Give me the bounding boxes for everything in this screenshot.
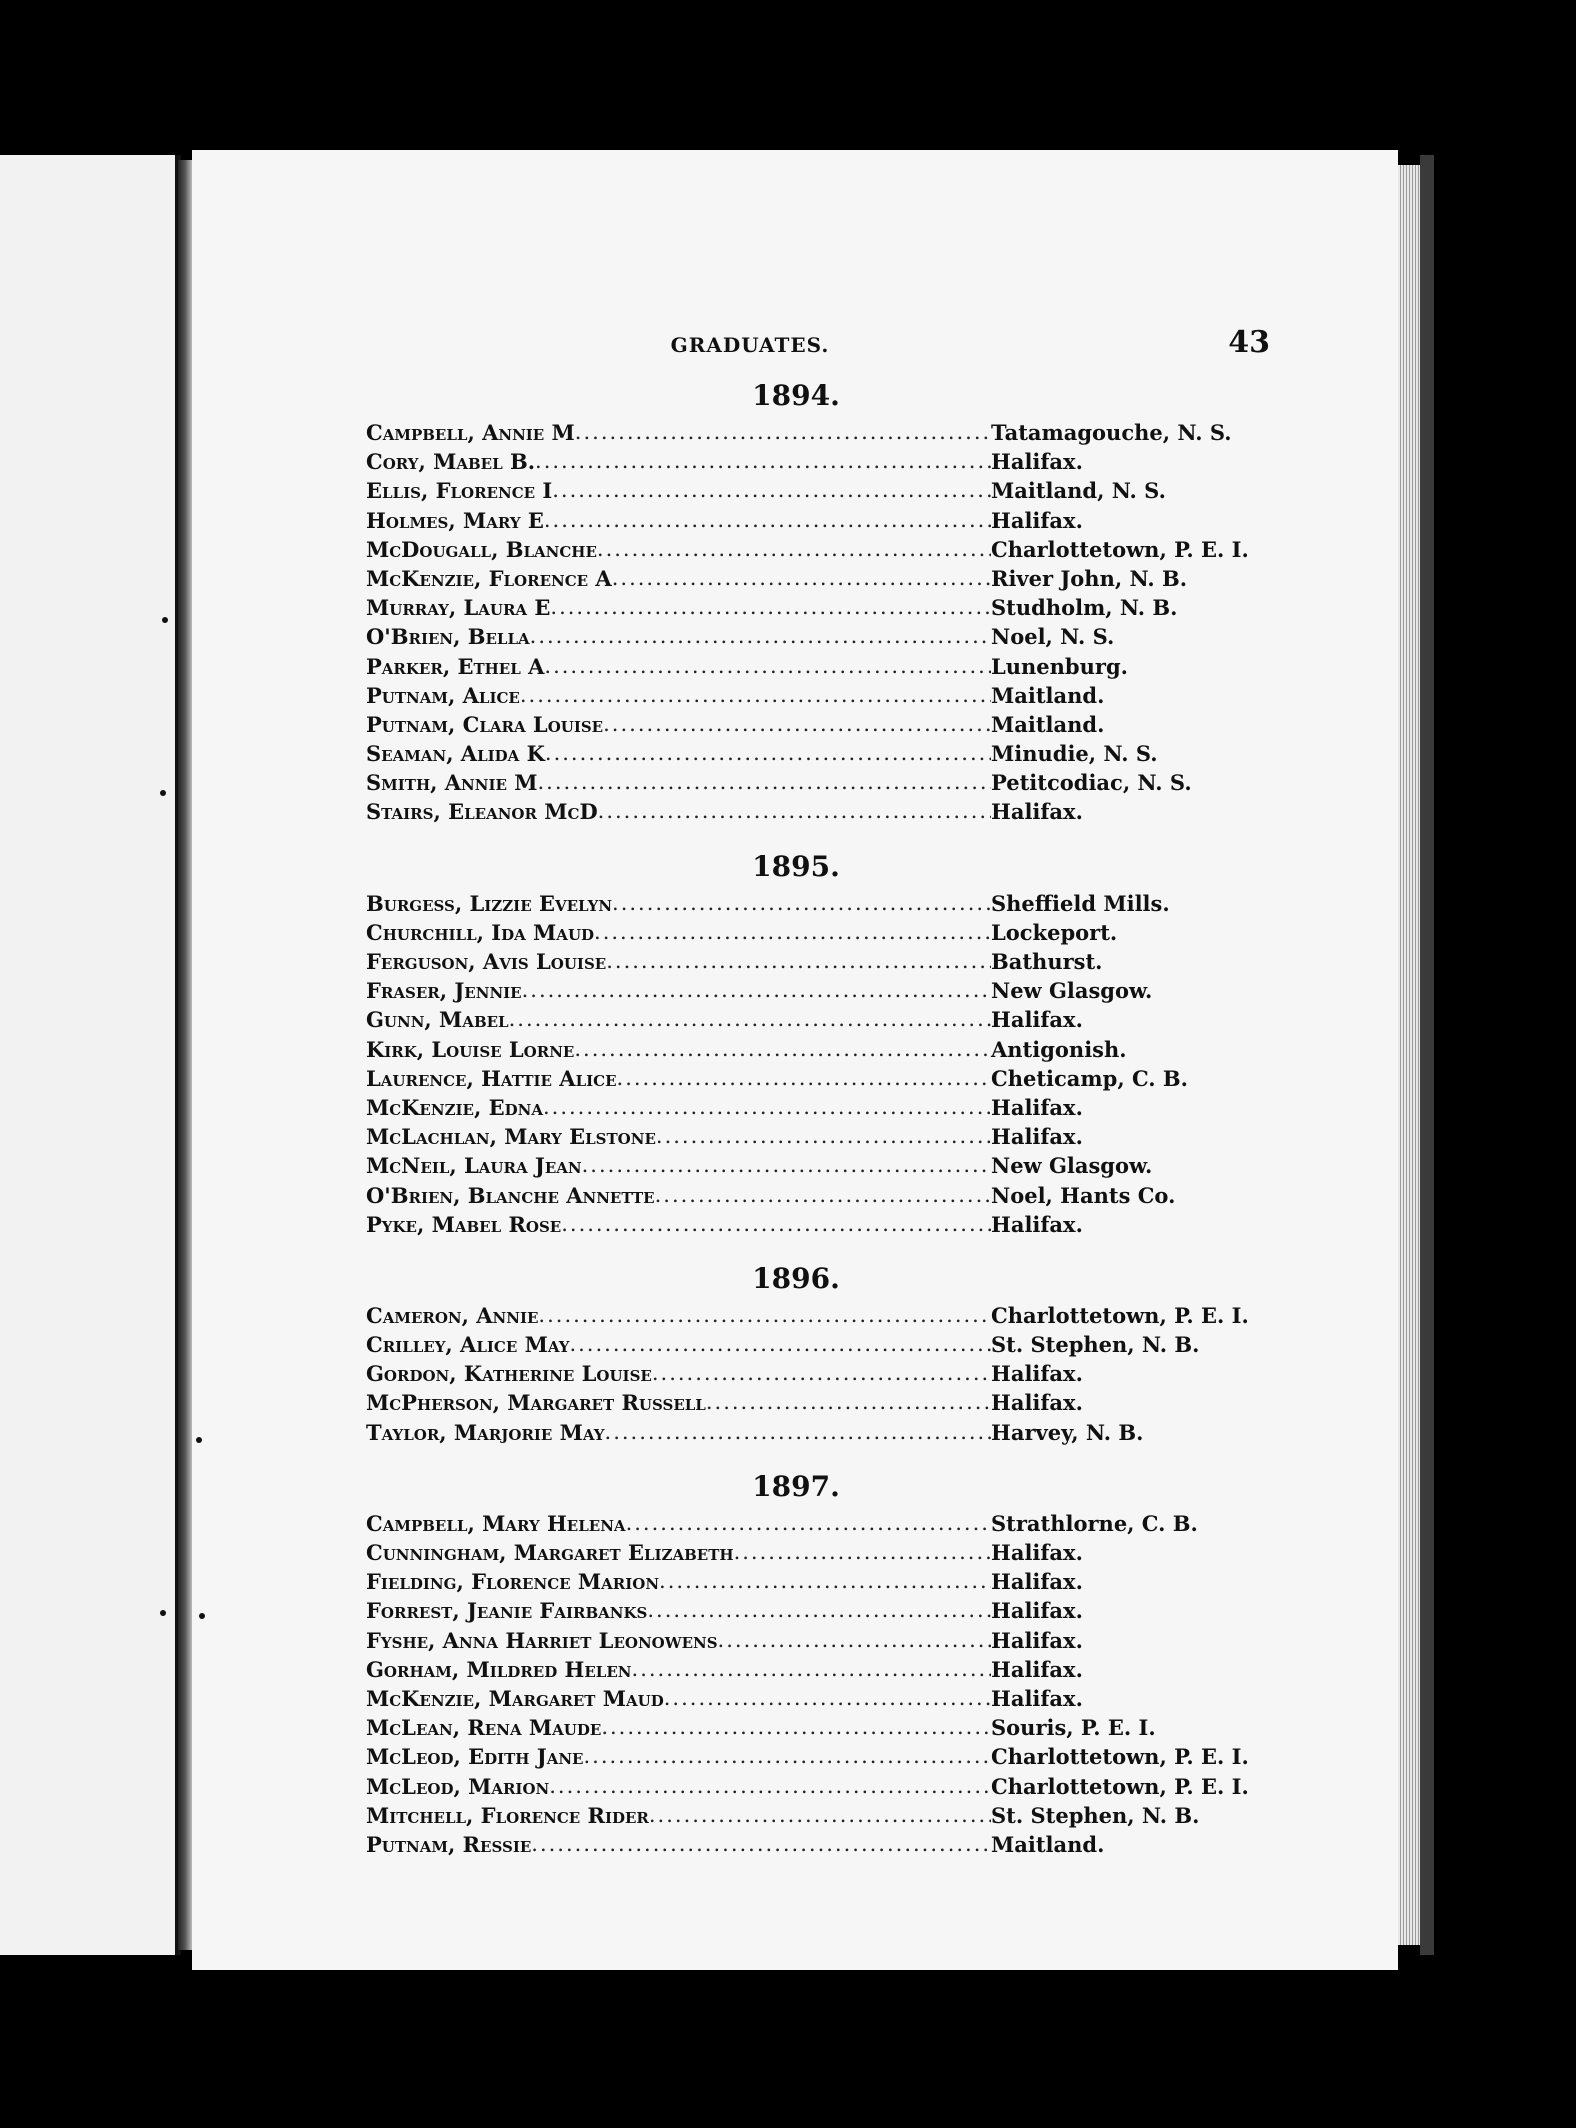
graduate-entry	[366, 1772, 1266, 1801]
graduate-name: O'Brien, Bella	[366, 624, 530, 650]
graduate-place: Charlottetown, P. E. I.	[991, 1773, 1249, 1799]
graduate-name: McLachlan, Mary Elstone	[366, 1124, 656, 1150]
dot-leader	[549, 1772, 991, 1801]
graduate-place: Halifax.	[991, 1656, 1083, 1682]
graduate-name: Stairs, Eleanor McD	[366, 799, 598, 825]
graduate-name: Holmes, Mary E	[366, 507, 544, 533]
graduate-name: McLean, Rena Maude	[366, 1715, 602, 1741]
graduate-entry	[366, 418, 1266, 447]
dot-leader	[535, 447, 991, 476]
graduate-place: Halifax.	[991, 449, 1083, 475]
graduate-entry	[366, 593, 1266, 622]
graduate-entry	[366, 447, 1266, 476]
dot-leader	[550, 593, 991, 622]
graduate-place: Bathurst.	[991, 949, 1103, 974]
graduate-name: McPherson, Margaret Russell	[366, 1390, 706, 1416]
graduate-place: Halifax.	[991, 1211, 1083, 1237]
dot-leader	[530, 622, 991, 651]
graduate-place: Halifax.	[991, 1361, 1083, 1387]
graduate-entry	[366, 1181, 1266, 1210]
dot-leader	[574, 1035, 991, 1064]
ink-speck	[196, 1437, 202, 1443]
graduate-place: Maitland.	[991, 682, 1105, 708]
graduate-name: Burgess, Lizzie Evelyn	[366, 890, 613, 916]
ink-speck	[160, 1610, 166, 1616]
graduate-name: Fielding, Florence Marion	[366, 1569, 660, 1595]
dot-leader	[605, 1418, 991, 1447]
dot-leader	[583, 1742, 991, 1771]
dot-leader	[538, 1301, 991, 1330]
graduate-name: McLeod, Marion	[366, 1773, 550, 1799]
graduate-entry	[366, 1684, 1266, 1713]
graduate-place: Maitland.	[991, 711, 1105, 737]
graduate-entry	[366, 947, 1266, 976]
graduate-name: Gunn, Mabel	[366, 1007, 509, 1033]
graduate-entry	[366, 1713, 1266, 1742]
graduate-entry	[366, 1210, 1266, 1239]
graduate-entry	[366, 1567, 1266, 1596]
graduate-entry	[366, 1801, 1266, 1830]
graduate-place: Studholm, N. B.	[991, 595, 1178, 621]
graduate-place: Souris, P. E. I.	[991, 1715, 1156, 1741]
graduate-name: Cunningham, Margaret Elizabeth	[366, 1540, 734, 1565]
graduate-entry	[366, 1538, 1266, 1567]
graduate-name: McDougall, Blanche	[366, 536, 597, 562]
graduate-entry	[366, 1830, 1266, 1859]
ink-speck	[160, 790, 166, 796]
year-section	[366, 1469, 1266, 1859]
graduate-place: Tatamagouche, N. S.	[991, 420, 1232, 445]
graduate-name: Gordon, Katherine Louise	[366, 1361, 652, 1387]
graduate-name: Campbell, Mary Helena	[366, 1510, 626, 1536]
dot-leader	[655, 1181, 991, 1210]
graduate-name: Gorham, Mildred Helen	[366, 1656, 632, 1682]
graduate-place: Noel, N. S.	[991, 624, 1115, 650]
graduate-place: Harvey, N. B.	[991, 1419, 1144, 1445]
graduate-place: Halifax.	[991, 1094, 1083, 1120]
graduates-list	[366, 378, 1266, 1881]
year-section	[366, 849, 1266, 1239]
graduate-name: Putnam, Alice	[366, 682, 520, 708]
graduate-entry	[366, 1035, 1266, 1064]
dot-leader	[569, 1330, 991, 1359]
graduate-name: Mitchell, Florence Rider	[366, 1802, 649, 1828]
graduate-place: Antigonish.	[991, 1036, 1127, 1062]
graduate-name: McKenzie, Edna	[366, 1094, 543, 1120]
graduate-entry	[366, 564, 1266, 593]
book-gutter	[178, 160, 192, 1950]
graduate-entry	[366, 1301, 1266, 1330]
graduate-name: Campbell, Annie M	[366, 420, 575, 445]
dot-leader	[537, 768, 991, 797]
dot-leader	[612, 564, 991, 593]
dot-leader	[656, 1122, 991, 1151]
dot-leader	[544, 652, 991, 681]
graduate-name: McKenzie, Margaret Maud	[366, 1685, 664, 1711]
graduate-entry	[366, 622, 1266, 651]
graduate-entry	[366, 1151, 1266, 1180]
graduate-name: McNeil, Laura Jean	[366, 1153, 582, 1179]
graduate-entry	[366, 1742, 1266, 1771]
graduate-place: Halifax.	[991, 799, 1083, 825]
graduate-entry	[366, 889, 1266, 918]
graduate-name: Putnam, Ressie	[366, 1831, 532, 1857]
graduate-entry	[366, 710, 1266, 739]
graduate-place: Petitcodiac, N. S.	[991, 770, 1192, 796]
graduate-place: Lockeport.	[991, 919, 1118, 945]
dot-leader	[543, 1093, 991, 1122]
graduate-name: Taylor, Marjorie May	[366, 1419, 605, 1445]
graduate-entry	[366, 768, 1266, 797]
dot-leader	[594, 918, 991, 947]
dot-leader	[612, 889, 991, 918]
dot-leader	[522, 976, 991, 1005]
graduate-place: Minudie, N. S.	[991, 741, 1158, 767]
dot-leader	[552, 476, 991, 505]
graduate-name: Ellis, Florence I	[366, 478, 553, 504]
graduate-name: Pyke, Mabel Rose	[366, 1211, 562, 1237]
dot-leader	[509, 1005, 991, 1034]
year-heading: 1896.	[752, 1261, 840, 1295]
graduate-place: Halifax.	[991, 1390, 1083, 1416]
dot-leader	[598, 797, 991, 826]
graduate-entry	[366, 1418, 1266, 1447]
graduate-place: Halifax.	[991, 1569, 1083, 1595]
graduate-place: Charlottetown, P. E. I.	[991, 536, 1249, 562]
graduate-place: Noel, Hants Co.	[991, 1182, 1176, 1208]
running-head-title: GRADUATES.	[670, 333, 830, 357]
graduate-name: Putnam, Clara Louise	[366, 711, 604, 737]
year-heading: 1895.	[752, 849, 840, 883]
graduate-entry	[366, 976, 1266, 1005]
graduate-entry	[366, 506, 1266, 535]
dot-leader	[649, 1801, 991, 1830]
graduate-place: New Glasgow.	[991, 1153, 1153, 1179]
graduate-place: New Glasgow.	[991, 978, 1153, 1004]
graduate-entry	[366, 1596, 1266, 1625]
graduate-name: McKenzie, Florence A	[366, 565, 612, 591]
graduate-entry	[366, 681, 1266, 710]
page-edges	[1398, 165, 1420, 1945]
dot-leader	[659, 1567, 991, 1596]
graduate-place: Halifax.	[991, 1685, 1083, 1711]
graduate-entry	[366, 1359, 1266, 1388]
graduate-name: Cory, Mabel B.	[366, 449, 536, 475]
graduate-name: Churchill, Ida Maud	[366, 919, 595, 945]
graduate-entry	[366, 1064, 1266, 1093]
graduate-place: St. Stephen, N. B.	[991, 1802, 1200, 1828]
graduate-name: Smith, Annie M	[366, 770, 538, 796]
dot-leader	[575, 418, 991, 447]
dot-leader	[545, 739, 991, 768]
graduate-place: Strathlorne, C. B.	[991, 1510, 1198, 1536]
dot-leader	[734, 1538, 991, 1567]
graduate-place: Charlottetown, P. E. I.	[991, 1744, 1249, 1770]
graduate-entry	[366, 797, 1266, 826]
graduate-name: Forrest, Jeanie Fairbanks	[366, 1598, 648, 1624]
dot-leader	[718, 1626, 991, 1655]
year-heading: 1894.	[752, 379, 840, 412]
graduate-entry	[366, 652, 1266, 681]
graduate-place: Halifax.	[991, 1598, 1083, 1624]
graduate-place: Lunenburg.	[991, 653, 1128, 679]
graduate-entry	[366, 918, 1266, 947]
graduate-place: Maitland, N. S.	[991, 478, 1166, 504]
graduate-place: Halifax.	[991, 1124, 1083, 1150]
dot-leader	[664, 1684, 991, 1713]
dot-leader	[520, 681, 991, 710]
graduate-name: Seaman, Alida K	[366, 741, 545, 767]
dot-leader	[601, 1713, 991, 1742]
graduate-entry	[366, 1509, 1266, 1538]
graduate-name: Crilley, Alice May	[366, 1332, 570, 1358]
graduate-place: Halifax.	[991, 1627, 1083, 1653]
graduate-name: Fraser, Jennie	[366, 978, 522, 1004]
graduate-entry	[366, 1626, 1266, 1655]
ink-speck	[199, 1613, 205, 1619]
ink-speck	[162, 617, 168, 623]
dot-leader	[632, 1655, 991, 1684]
dot-leader	[606, 947, 991, 976]
graduate-entry	[366, 1330, 1266, 1359]
graduate-name: Laurence, Hattie Alice	[366, 1065, 617, 1091]
graduate-name: McLeod, Edith Jane	[366, 1744, 584, 1770]
graduate-entry	[366, 1655, 1266, 1684]
graduate-place: Halifax.	[991, 507, 1083, 533]
dot-leader	[561, 1210, 991, 1239]
running-head	[230, 325, 1270, 365]
graduate-place: Halifax.	[991, 1540, 1083, 1565]
graduate-place: Sheffield Mills.	[991, 890, 1170, 916]
dot-leader	[531, 1830, 991, 1859]
graduate-name: Cameron, Annie	[366, 1302, 539, 1328]
graduate-name: Fyshe, Anna Harriet Leonowens	[366, 1627, 718, 1653]
graduate-entry	[366, 1388, 1266, 1417]
graduate-name: O'Brien, Blanche Annette	[366, 1182, 655, 1208]
graduate-entry	[366, 739, 1266, 768]
graduate-entry	[366, 1093, 1266, 1122]
graduate-entry	[366, 1122, 1266, 1151]
dot-leader	[647, 1596, 991, 1625]
dot-leader	[544, 506, 991, 535]
graduate-place: St. Stephen, N. B.	[991, 1332, 1200, 1358]
graduate-place: River John, N. B.	[991, 565, 1188, 591]
dot-leader	[603, 710, 991, 739]
page-edges-shadow	[1420, 155, 1434, 1955]
graduate-place: Maitland.	[991, 1831, 1105, 1857]
graduate-place: Cheticamp, C. B.	[991, 1065, 1188, 1091]
year-section	[366, 378, 1266, 827]
graduate-entry	[366, 1005, 1266, 1034]
graduate-name: Ferguson, Avis Louise	[366, 949, 607, 974]
graduate-name: Parker, Ethel A	[366, 653, 545, 679]
dot-leader	[617, 1064, 991, 1093]
graduate-place: Halifax.	[991, 1007, 1083, 1033]
graduate-entry	[366, 535, 1266, 564]
graduate-name: Kirk, Louise Lorne	[366, 1036, 575, 1062]
left-page	[0, 155, 181, 1955]
page-number: 43	[1228, 325, 1270, 360]
dot-leader	[626, 1509, 991, 1538]
year-heading: 1897.	[752, 1469, 840, 1503]
graduate-name: Murray, Laura E	[366, 595, 551, 621]
dot-leader	[597, 535, 991, 564]
dot-leader	[582, 1151, 991, 1180]
year-section	[366, 1261, 1266, 1447]
dot-leader	[706, 1388, 991, 1417]
graduate-entry	[366, 476, 1266, 505]
graduate-place: Charlottetown, P. E. I.	[991, 1302, 1249, 1328]
dot-leader	[652, 1359, 991, 1388]
